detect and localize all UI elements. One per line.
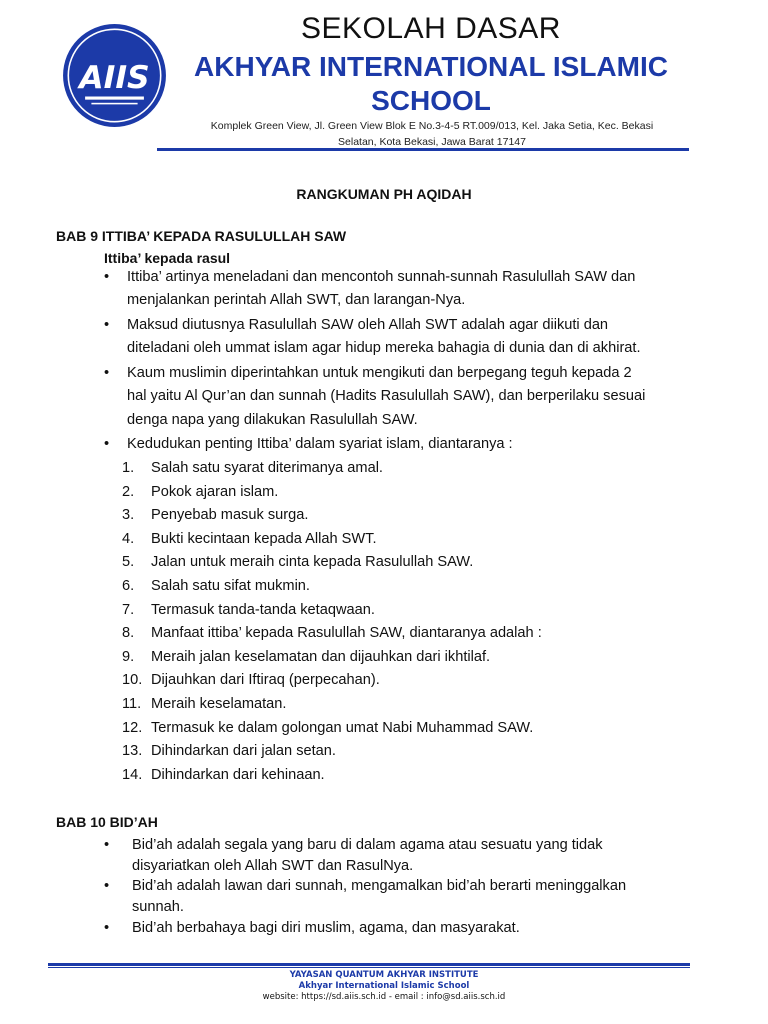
item-number: 12.: [122, 719, 143, 736]
address-line1: Komplek Green View, Jl. Green View Blok E No.3-4-5 RT.009/013, Kel. Jaka Setia, Kec. Bekasi: [210, 120, 654, 132]
document-title: RANGKUMAN PH AQIDAH: [296, 186, 472, 202]
bullet-icon: •: [104, 878, 110, 894]
item-number: 9.: [122, 648, 135, 665]
bullet-line: Maksud diutusnya Rasulullah SAW oleh Allah SWT adalah agar diikuti dan: [127, 317, 609, 333]
bullet-icon: •: [104, 837, 110, 853]
item-number: 14.: [122, 766, 143, 783]
bab10-heading: BAB 10 BID’AH: [56, 814, 158, 830]
bab10-bullet-1: [104, 835, 724, 877]
header-title-sekolah-dasar: SEKOLAH DASAR: [301, 12, 561, 45]
bullet-line: menjalankan perintah Allah SWT, dan larangan-Nya.: [127, 292, 466, 309]
bab10-bullet-3: [104, 918, 724, 939]
bullet-line: Kedudukan penting Ittiba’ dalam syariat islam, diantaranya :: [127, 436, 513, 452]
bullet-line: denga napa yang dilakukan Rasulullah SAW.: [127, 411, 418, 428]
item-number: 5.: [122, 554, 135, 571]
item-text: Termasuk tanda-tanda ketaqwaan.: [151, 601, 375, 618]
item-text: Salah satu sifat mukmin.: [151, 578, 310, 594]
footer-foundation: YAYASAN QUANTUM AKHYAR INSTITUTE: [289, 970, 479, 980]
item-text: Meraih keselamatan.: [151, 696, 287, 712]
logo-text: AIIS: [79, 60, 150, 97]
numbered-item: [122, 669, 722, 692]
bab9-bullet-3: [104, 362, 724, 432]
bullet-icon: •: [104, 269, 110, 285]
item-number: 8.: [122, 625, 135, 642]
item-text: Manfaat ittiba’ kepada Rasulullah SAW, diantaranya adalah :: [151, 625, 542, 642]
bullet-line: hal yaitu Al Qur’an dan sunnah (Hadits Rasulullah SAW), dan berperilaku sesuai: [127, 388, 646, 405]
numbered-item: [122, 504, 722, 527]
bab10-bullet-2: [104, 876, 724, 918]
item-text: Meraih jalan keselamatan dan dijauhkan dari ikhtilaf.: [151, 648, 491, 665]
item-text: Dijauhkan dari Iftiraq (perpecahan).: [151, 672, 380, 689]
bullet-line: Bid’ah adalah segala yang baru di dalam agama atau sesuatu yang tidak: [132, 837, 603, 853]
bab9-subheading: Ittiba’ kepada rasul: [104, 250, 231, 266]
address-line2: Selatan, Kota Bekasi, Jawa Barat 17147: [338, 136, 526, 148]
footer-divider: [48, 963, 690, 966]
bab9-heading: BAB 9 ITTIBA’ KEPADA RASULULLAH SAW: [56, 228, 347, 244]
numbered-item: [122, 575, 722, 598]
numbered-item: [122, 740, 722, 763]
numbered-item: [122, 646, 722, 669]
numbered-item: [122, 551, 722, 574]
item-number: 13.: [122, 743, 143, 760]
bullet-icon: •: [104, 317, 110, 333]
bullet-line: disyariatkan oleh Allah SWT dan RasulNya.: [132, 858, 414, 874]
numbered-item: [122, 481, 722, 504]
numbered-item: [122, 457, 722, 480]
numbered-item: [122, 764, 722, 787]
bullet-line: sunnah.: [132, 899, 184, 915]
bullet-line: diteladani oleh ummat islam agar hidup mereka bahagia di dunia dan di akhirat.: [127, 340, 641, 357]
bullet-line: Bid’ah adalah lawan dari sunnah, mengamalkan bid’ah berarti meninggalkan: [132, 878, 627, 894]
school-logo: [62, 23, 167, 128]
numbered-item: [122, 693, 722, 716]
header-divider: [157, 148, 689, 151]
numbered-item: [122, 622, 722, 645]
item-number: 3.: [122, 507, 135, 524]
footer-divider-thin: [48, 967, 690, 968]
item-text: Salah satu syarat diterimanya amal.: [151, 460, 383, 476]
header-school-name: [168, 50, 694, 118]
bab9-bullet-1: [104, 266, 724, 313]
header-address: [180, 118, 684, 150]
item-text: Bukti kecintaan kepada Allah SWT.: [151, 530, 377, 547]
item-number: 4.: [122, 530, 135, 547]
numbered-item: [122, 717, 722, 740]
numbered-item: [122, 528, 722, 551]
bab9-bullet-4: [104, 433, 724, 456]
item-text: Penyebab masuk surga.: [151, 507, 309, 524]
bab9-bullet-2: [104, 314, 724, 361]
header-school-name-line1: AKHYAR INTERNATIONAL ISLAMIC: [194, 51, 668, 82]
item-text: Dihindarkan dari kehinaan.: [151, 766, 325, 783]
item-number: 2.: [122, 483, 135, 500]
item-number: 10.: [122, 672, 143, 689]
bullet-line: Bid’ah berbahaya bagi diri muslim, agama, dan masyarakat.: [132, 920, 520, 936]
footer-contact: website: https://sd.aiis.sch.id - email : info@sd.aiis.sch.id: [262, 992, 506, 1002]
item-text: Jalan untuk meraih cinta kepada Rasulullah SAW.: [151, 554, 474, 571]
footer-school-name: Akhyar International Islamic School: [298, 981, 470, 991]
item-text: Dihindarkan dari jalan setan.: [151, 743, 336, 760]
item-number: 1.: [122, 460, 135, 476]
bullet-icon: •: [104, 365, 110, 381]
item-number: 7.: [122, 601, 135, 618]
item-text: Termasuk ke dalam golongan umat Nabi Muhammad SAW.: [151, 719, 534, 736]
numbered-item: [122, 599, 722, 622]
bullet-icon: •: [104, 920, 110, 936]
bullet-icon: •: [104, 436, 110, 452]
item-number: 6.: [122, 578, 135, 594]
bullet-line: Kaum muslimin diperintahkan untuk mengikuti dan berpegang teguh kepada 2: [127, 365, 632, 381]
bullet-line: Ittiba’ artinya meneladani dan mencontoh sunnah-sunnah Rasulullah SAW dan: [127, 269, 636, 285]
header-school-name-line2: SCHOOL: [371, 85, 491, 116]
item-text: Pokok ajaran islam.: [151, 483, 279, 500]
item-number: 11.: [122, 696, 142, 712]
